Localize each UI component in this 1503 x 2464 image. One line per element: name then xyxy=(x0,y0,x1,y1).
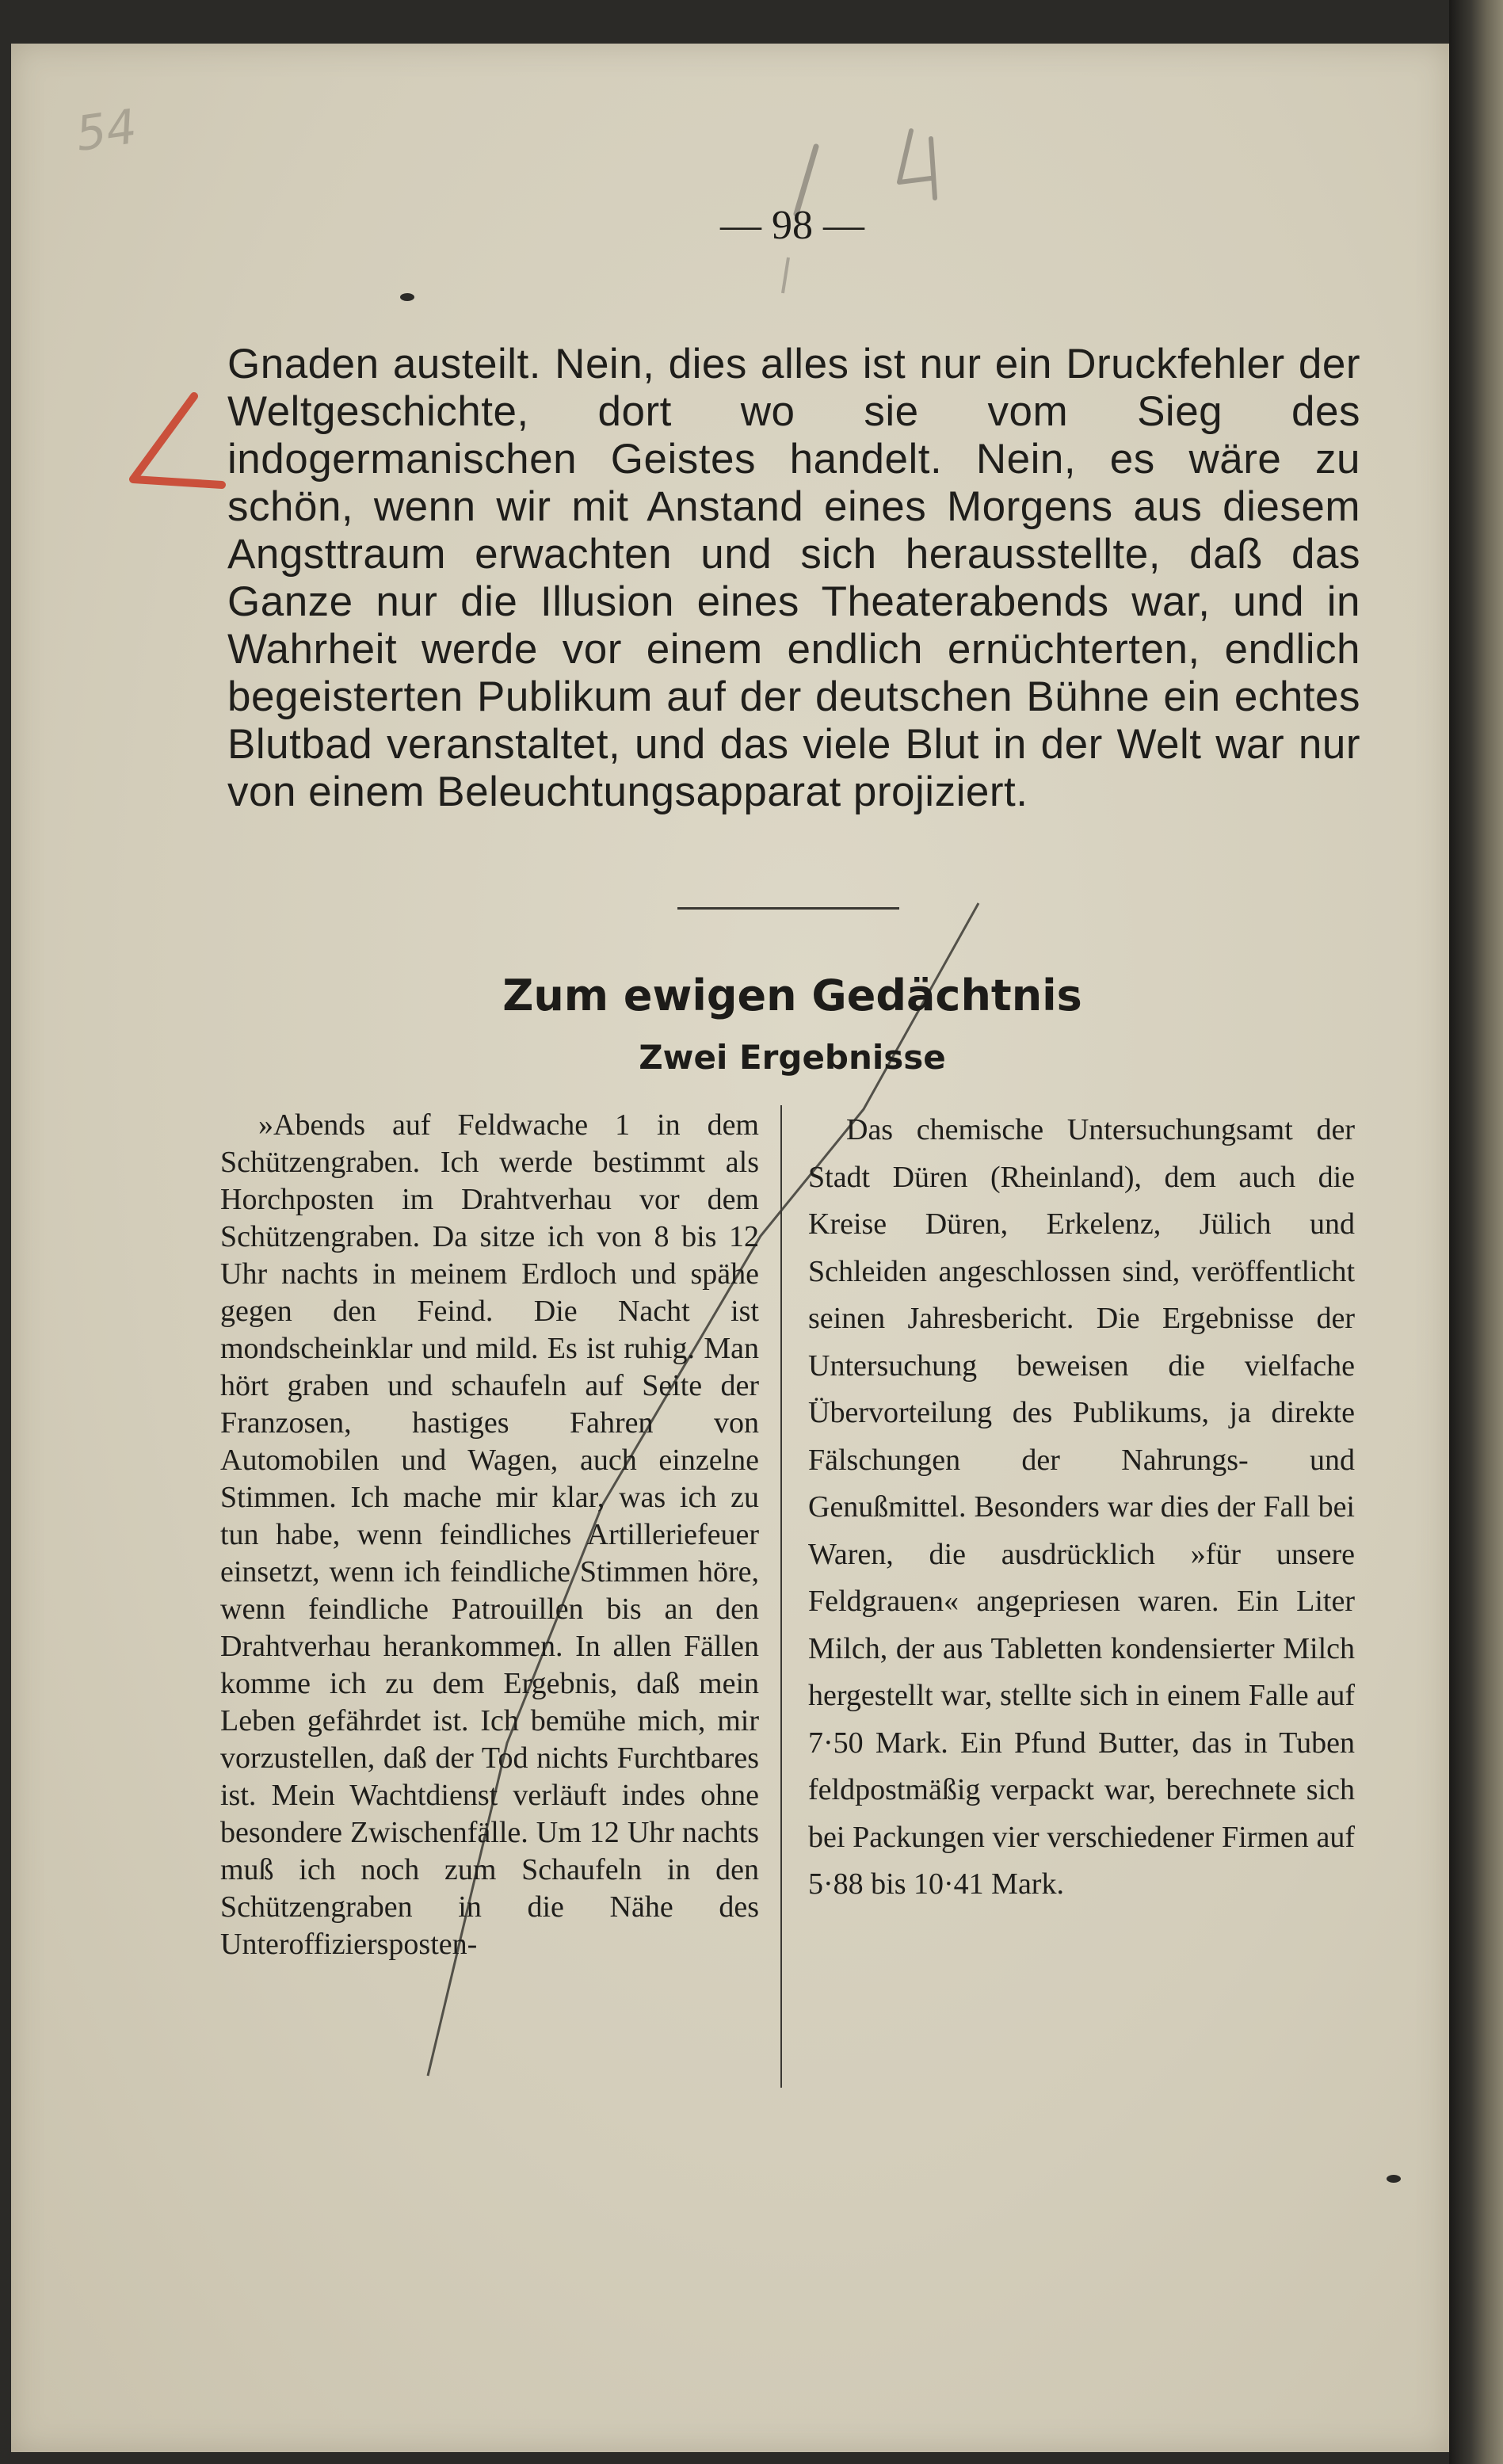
section-title: Zum ewigen Gedächtnis xyxy=(502,971,1082,1020)
left-column-text: »Abends auf Feldwache 1 in dem Schützengraben. Ich werde bestimmt als Horchposten im Drahtverhau vor dem Schützengraben. Da sitze ich von 8 bis 12 Uhr nachts in meinem Erdloch und spähe gegen den Feind. Die Nacht ist mondscheinklar und mild. Es ist ruhig. Man hört graben und schaufeln auf Seite der Franzosen, hastiges Fahren von Automobilen und Wagen, auch einzelne Stimmen. Ich mache mir klar, was ich zu tun habe, wenn feindliches Artilleriefeuer einsetzt, wenn ich feindliche Stimmen höre, wenn feindliche Patrouillen bis an den Drahtverhau herankommen. In allen Fällen komme ich zu dem Ergebnis, daß mein Leben gefährdet ist. Ich bemühe mich, mir vorzustellen, daß der Tod nichts Furchtbares ist. Mein Wachtdienst verläuft indes ohne besondere Zwischenfälle. Um 12 Uhr nachts muß ich noch zum Schaufeln in den Schützengraben in die Nähe des Unteroffiziersposten- xyxy=(220,1108,759,1961)
ink-smudge xyxy=(1387,2175,1401,2183)
page-number: — 98 — xyxy=(720,203,864,248)
corner-pencil-note: 54 xyxy=(72,99,140,162)
intro-paragraph: Gnaden austeilt. Nein, dies alles ist nur ein Druckfehler der Weltgeschichte, dort wo sie vom Sieg des indogermanischen Geistes handelt. Nein, es wäre zu schön, wenn wir mit Anstand eines Morgens aus diesem Angsttraum erwachten und sich herausstellte, daß das Ganze nur die Illusion eines Theaterabends war, und in Wahrheit werde vor einem endlich ernüchterten, endlich begeisterten Publikum auf der deutschen Bühne ein echtes Blutbad veranstaltet, und das viele Blut in der Welt war nur von einem Beleuchtungsapparat projiziert. xyxy=(227,341,1360,815)
right-column-text: Das chemische Untersuchungsamt der Stadt Düren (Rheinland), dem auch die Kreise Düren, Erkelenz, Jülich und Schleiden angeschlossen sind, veröffentlicht seinen Jahresbericht. Die Ergebnisse der Untersuchung beweisen die vielfache Übervorteilung des Publikums, ja direkte Fälschungen der Nahrungs- und Genußmittel. Besonders war dies der Fall bei Waren, die ausdrücklich »für unsere Feldgrauen« angepriesen waren. Ein Liter Milch, der aus Tabletten kondensierter Milch hergestellt war, stellte sich in einem Falle auf 7·50 Mark. Ein Pfund Butter, das in Tuben feldpostmäßig verpackt war, berechnete sich bei Packungen vier verschiedener Firmen auf 5·88 bis 10·41 Mark. xyxy=(808,1113,1355,1901)
section-subtitle: Zwei Ergebnisse xyxy=(639,1038,946,1077)
section-divider-rule xyxy=(677,907,899,910)
red-pencil-mark xyxy=(133,396,222,485)
column-divider xyxy=(780,1105,782,2088)
ink-smudge xyxy=(400,293,414,301)
